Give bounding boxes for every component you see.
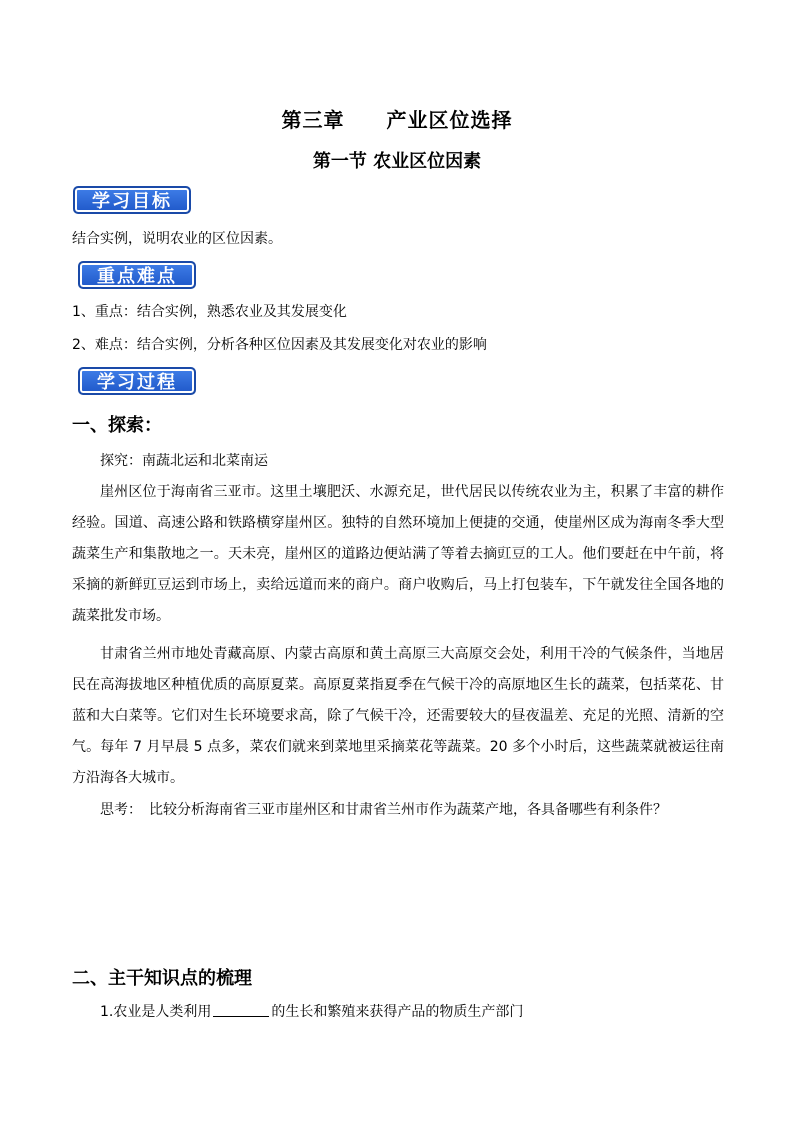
part2-heading: 二、主干知识点的梳理 bbox=[72, 968, 252, 989]
explore-topic: 探究：南蔬北运和北菜南运 bbox=[100, 453, 268, 469]
section-title: 第一节 农业区位因素 bbox=[312, 151, 482, 172]
key-point-item: 1、重点：结合实例，熟悉农业及其发展变化 bbox=[72, 304, 347, 320]
answer-blank[interactable] bbox=[213, 1002, 269, 1017]
question-1 bbox=[100, 1002, 523, 1022]
key-points-badge: 重点难点 bbox=[78, 261, 196, 289]
part1-heading: 一、探索： bbox=[72, 415, 162, 436]
learning-process-badge: 学习过程 bbox=[78, 367, 196, 395]
question-1-after: 的生长和繁殖来获得产品的物质生产部门 bbox=[271, 1004, 524, 1020]
chapter-title: 第三章 产业区位选择 bbox=[281, 108, 513, 132]
question-1-before: 1.农业是人类利用 bbox=[100, 1004, 212, 1020]
learning-objectives-badge: 学习目标 bbox=[73, 186, 191, 214]
difficult-point-item: 2、难点：结合实例，分析各种区位因素及其发展变化对农业的影响 bbox=[72, 337, 487, 353]
objectives-text: 结合实例，说明农业的区位因素。 bbox=[72, 231, 282, 247]
paragraph-lanzhou: 甘肃省兰州市地处青藏高原、内蒙古高原和黄土高原三大高原交会处，利用干冷的气候条件，当地居民在高海拔地区种植优质的高原夏菜。高原夏菜指夏季在气候干冷的高原地区生长的蔬菜，包括菜花、甘蓝和大白菜等。它们对生长环境要求高，除了气候干冷，还需要较大的昼夜温差、充足的光照、清新的空气。每年 7 月早晨 5 点多，菜农们就来到菜地里采摘菜花等蔬菜。20 多个小时后，这些蔬菜就被运往南方沿海各大城市。 bbox=[72, 646, 724, 786]
think-question: 思考： 比较分析海南省三亚市崖州区和甘肃省兰州市作为蔬菜产地，各具备哪些有利条件？ bbox=[100, 802, 667, 818]
paragraph-yazhou: 崖州区位于海南省三亚市。这里土壤肥沃、水源充足，世代居民以传统农业为主，积累了丰富的耕作经验。国道、高速公路和铁路横穿崖州区。独特的自然环境加上便捷的交通，使崖州区成为海南冬季大型蔬菜生产和集散地之一。天未亮，崖州区的道路边便站满了等着去摘豇豆的工人。他们要赶在中午前，将采摘的新鲜豇豆运到市场上，卖给远道而来的商户。商户收购后，马上打包装车，下午就发往全国各地的蔬菜批发市场。 bbox=[72, 484, 724, 624]
